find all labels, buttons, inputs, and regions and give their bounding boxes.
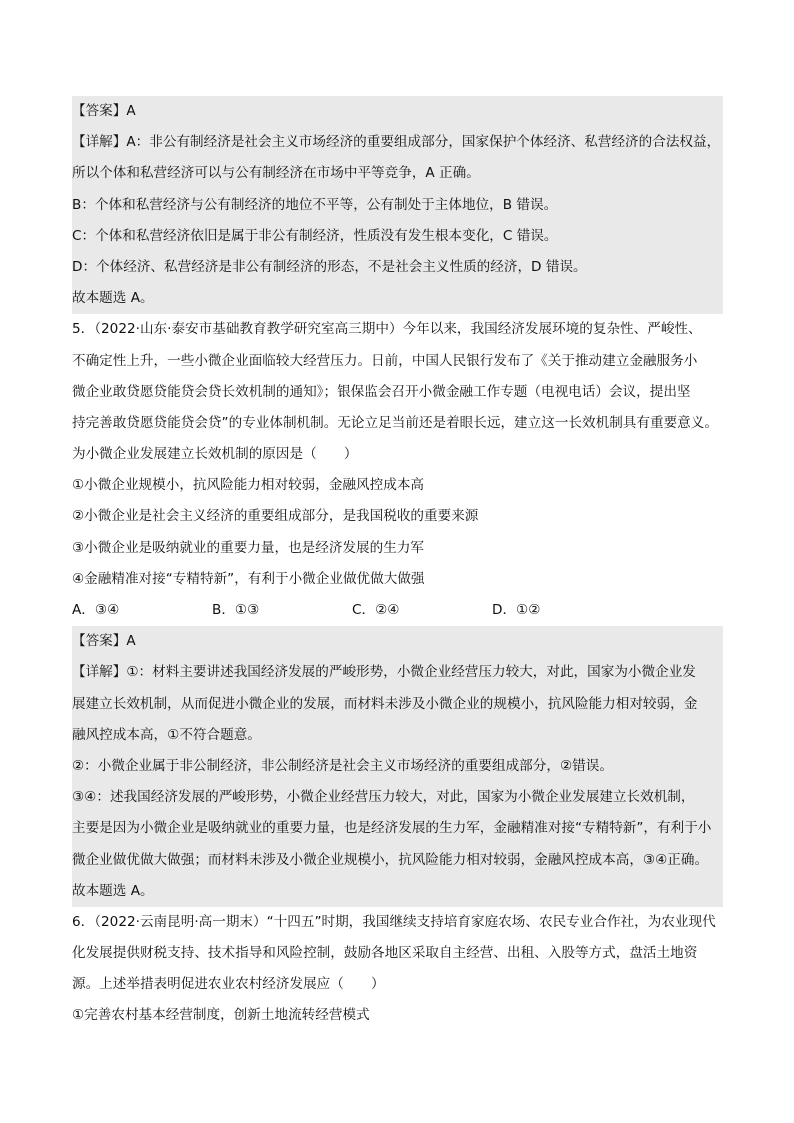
question-stem-line: 为小微企业发展建立长效机制的原因是（ ）	[72, 446, 358, 463]
answer-label: 【答案】A	[72, 626, 723, 657]
option-a: A．③④	[72, 602, 120, 618]
detail-line: D：个体经济、私营经济是非公有制经济的形态，不是社会主义性质的经济，D 错误。	[72, 252, 723, 283]
detail-line: 【详解】①：材料主要讲述我国经济发展的严峻形势，小微企业经营压力较大，对此，国家为小微企业发	[72, 657, 723, 688]
detail-line: B：个体和私营经济与公有制经济的地位不平等，公有制处于主体地位，B 错误。	[72, 190, 723, 221]
detail-line: C：个体和私营经济依旧是属于非公有制经济，性质没有发生根本变化，C 错误。	[72, 221, 723, 252]
answer-options	[72, 595, 723, 626]
document-page	[72, 96, 723, 1032]
question-5	[72, 314, 723, 626]
answer-block-q4	[72, 96, 723, 314]
detail-line: 所以个体和私营经济可以与公有制经济在市场中平等竞争，A 正确。	[72, 158, 723, 189]
answer-block-q5	[72, 626, 723, 907]
detail-line: 【详解】A：非公有制经济是社会主义市场经济的重要组成部分，国家保护个体经济、私营经济的合法权益，	[72, 127, 723, 158]
detail-line: 展建立长效机制，从而促进小微企业的发展，而材料未涉及小微企业的规模小，抗风险能力相对较弱，金	[72, 689, 723, 720]
option-b: B．①③	[212, 602, 260, 618]
question-stem-line: 源。上述举措表明促进农业农村经济发展应（ ）	[72, 976, 385, 993]
statement-item: ④金融精准对接“专精特新”，有利于小微企业做优做大做强	[72, 570, 425, 587]
option-d: D．①②	[492, 602, 541, 618]
statement-item: ①完善农村基本经营制度，创新土地流转经营模式	[72, 1007, 370, 1024]
detail-line: ③④：述我国经济发展的严峻形势，小微企业经营压力较大，对此，国家为小微企业发展建立长效机制，	[72, 782, 723, 813]
detail-line: 故本题选 A。	[72, 283, 723, 314]
question-stem-line: 化发展提供财税支持、技术指导和风险控制，鼓励各地区采取自主经营、出租、入股等方式，盘活土地资	[72, 945, 698, 962]
detail-line: 融风控成本高，①不符合题意。	[72, 720, 723, 751]
question-stem-line: 微企业敢贷愿贷能贷会贷长效机制的通知》；银保监会召开小微金融工作专题（电视电话）会议，提出坚	[72, 383, 691, 400]
question-6	[72, 907, 723, 1032]
answer-label: 【答案】A	[72, 96, 723, 127]
question-stem-line: 5．（2022·山东·泰安市基础教育教学研究室高三期中）今年以来，我国经济发展环境的复杂性、严峻性、	[72, 321, 702, 338]
option-c: C．②④	[352, 602, 400, 618]
statement-item: ③小微企业是吸纳就业的重要力量，也是经济发展的生力军	[72, 539, 425, 556]
question-stem-line: 不确定性上升，一些小微企业面临较大经营压力。日前，中国人民银行发布了《关于推动建立金融服务小	[72, 352, 698, 369]
statement-item: ①小微企业规模小，抗风险能力相对较弱，金融风控成本高	[72, 477, 425, 494]
question-stem-line: 6．（2022·云南昆明·高一期末）“十四五”时期，我国继续支持培育家庭农场、农民专业合作社，为农业现代	[72, 913, 716, 930]
detail-line: ②：小微企业属于非公制经济，非公制经济是社会主义市场经济的重要组成部分，②错误。	[72, 751, 723, 782]
detail-line: 主要是因为小微企业是吸纳就业的重要力量，也是经济发展的生力军，金融精准对接“专精特新”，有利于小	[72, 813, 723, 844]
question-stem-line: 持完善敢贷愿贷能贷会贷”的专业体制机制。无论立足当前还是着眼长远，建立这一长效机制具有重要意义。	[72, 414, 718, 431]
statement-item: ②小微企业是社会主义经济的重要组成部分，是我国税收的重要来源	[72, 508, 479, 525]
detail-line: 微企业做优做大做强；而材料未涉及小微企业规模小，抗风险能力相对较弱，金融风控成本高，③④正确。	[72, 845, 723, 876]
detail-line: 故本题选 A。	[72, 876, 723, 907]
